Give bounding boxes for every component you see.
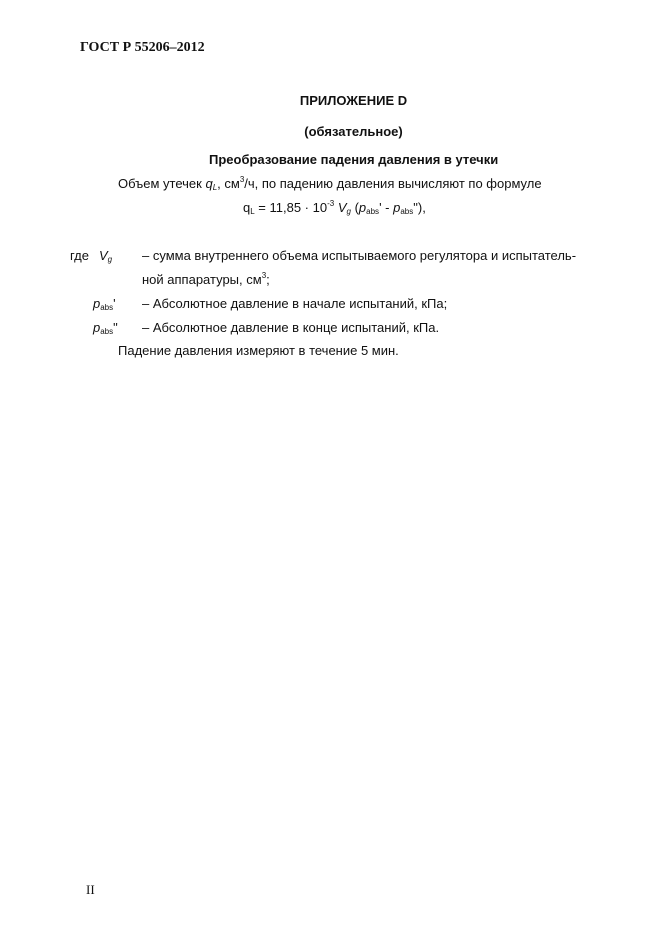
where-label: где [70,248,89,263]
appendix-title: ПРИЛОЖЕНИЕ D [299,93,408,108]
intro-paragraph: Объем утечек $q_L$, $см^3/ч$, по падению давления вычисляют по формуле [118,175,542,192]
definition-text: – Абсолютное давление в конце испытаний, кПа. [142,320,440,335]
page-number: II [86,882,95,897]
definition-text-continued: ной аппаратуры, $см^3$; [142,271,270,287]
definition-text: – сумма внутреннего объема испытываемого регулятора и испытатель- [142,248,577,263]
definition-symbol: $V_g$ [99,248,113,264]
formula: $q_L = 11,85 \cdot 10^{-3}$ $V_g$ ($p_{abs}'$ - $p_{abs}$"), [243,199,426,216]
document-id: ГОСТ Р 55206–2012 [80,40,205,55]
definition-text: – Абсолютное давление в начале испытаний, кПа; [142,296,448,311]
note-paragraph: Падение давления измеряют в течение 5 мин. [118,343,399,358]
appendix-status: (обязательное) [304,124,403,139]
definition-symbol: $p_{abs}'$ [93,296,116,312]
definition-symbol: $p_{abs}$" [93,320,118,336]
appendix-heading: Преобразование падения давления в утечки [209,152,499,167]
